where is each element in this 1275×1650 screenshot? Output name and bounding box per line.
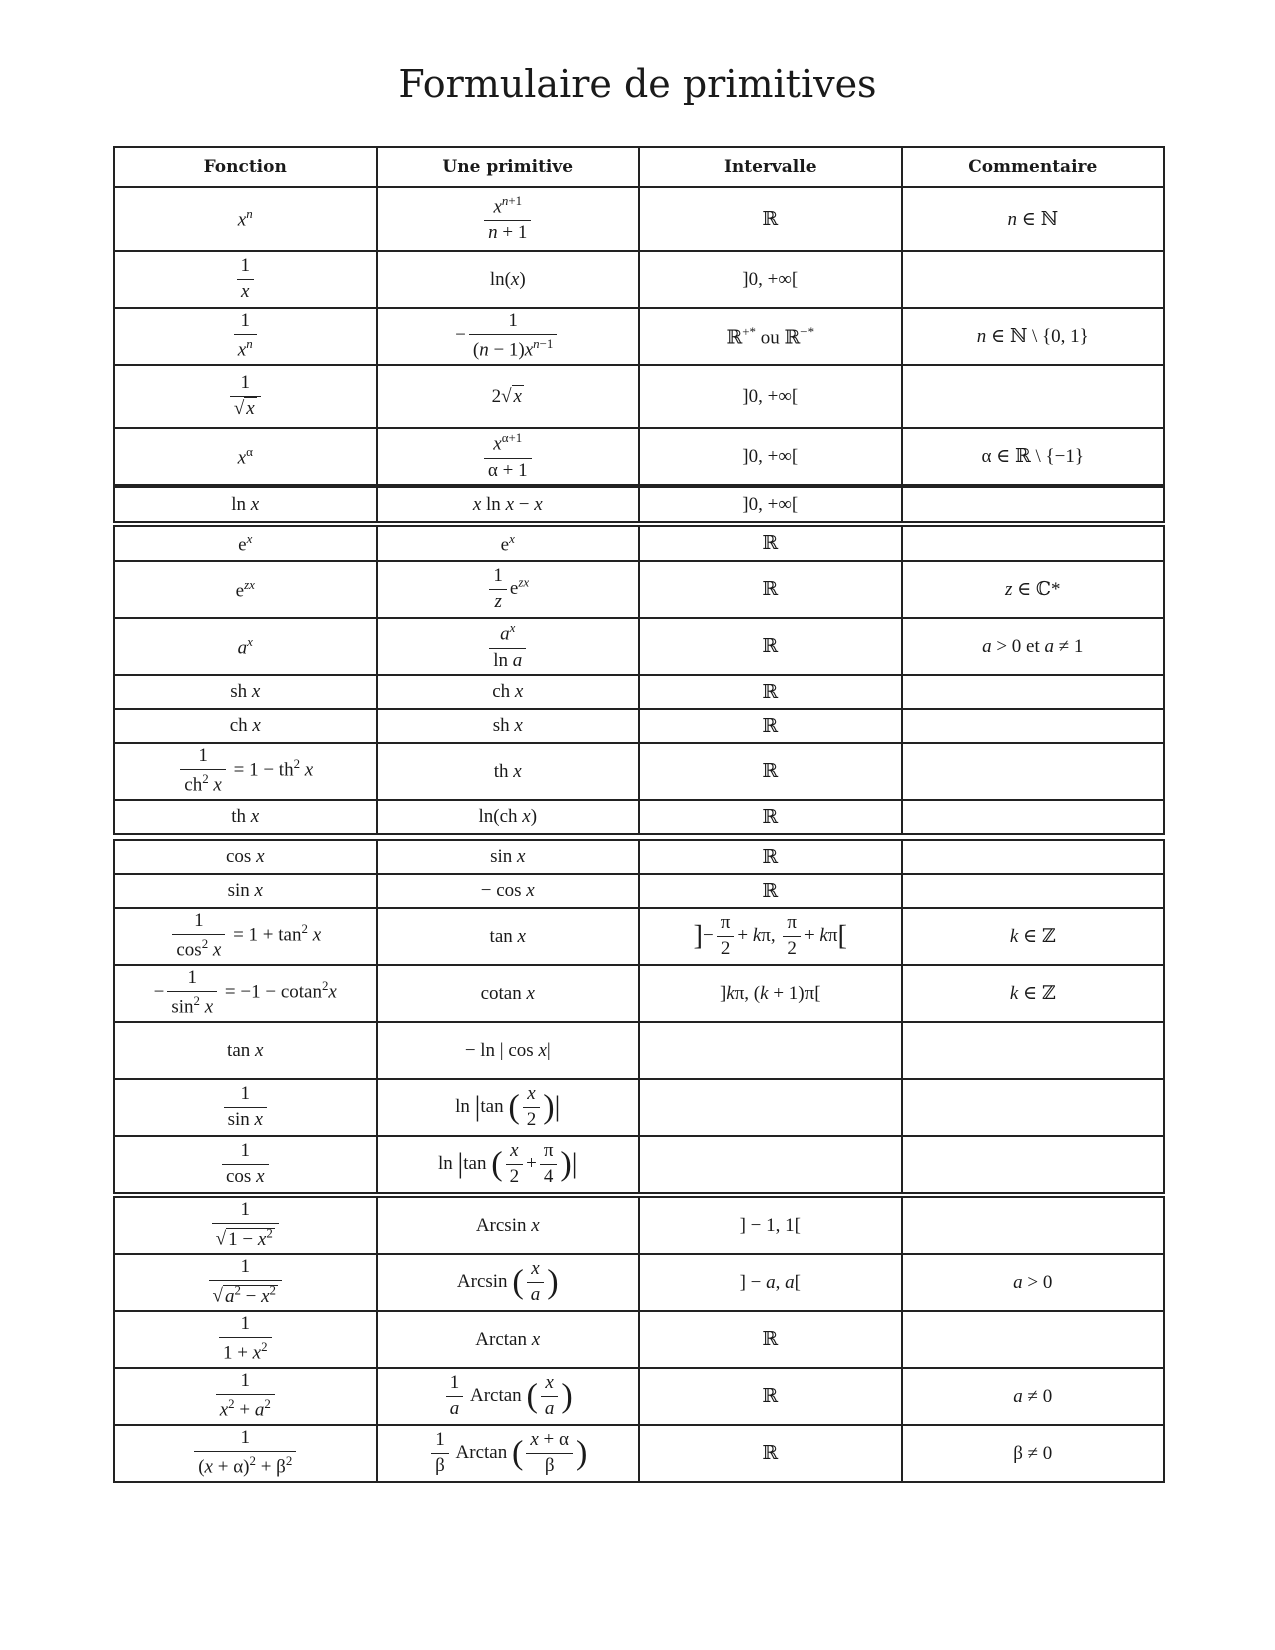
function-cell: sin x [114, 874, 377, 908]
interval-cell: ℝ [639, 1425, 902, 1482]
interval-cell: ℝ [639, 1311, 902, 1368]
primitive-cell: cotan x [377, 965, 640, 1022]
function-cell: $\frac{1}{√ x}$ [114, 365, 377, 428]
primitive-cell: $\frac{x^{\alpha+1}}{\alpha + 1}$ [377, 428, 640, 485]
primitive-cell: ln(ch x) [377, 800, 640, 834]
table-row [114, 1254, 1164, 1311]
comment-cell [902, 840, 1165, 874]
primitive-cell: − ln | cos x| [377, 1022, 640, 1079]
comment-cell [902, 526, 1165, 561]
interval-cell: ]kπ, (k + 1)π[ [639, 965, 902, 1022]
primitive-cell: th x [377, 743, 640, 800]
primitive-cell: Arcsin ( $\frac{x}{a}$ ) [377, 1254, 640, 1311]
function-cell: $e^{zx}$ [114, 561, 377, 618]
function-cell: $\frac{1}{x}$ [114, 251, 377, 308]
comment-cell [902, 709, 1165, 743]
interval-cell: ℝ [639, 800, 902, 834]
primitive-cell: $e^x$ [377, 526, 640, 561]
table-row [114, 308, 1164, 365]
primitive-cell: 2√ x [377, 365, 640, 428]
column-header: Une primitive [377, 147, 640, 187]
column-header: Fonction [114, 147, 377, 187]
comment-cell: n ∈ ℕ [902, 187, 1165, 251]
table-row [114, 428, 1164, 485]
interval-cell: ]0, +∞[ [639, 365, 902, 428]
interval-cell: ℝ [639, 526, 902, 561]
function-cell: $x^n$ [114, 187, 377, 251]
function-cell: cos x [114, 840, 377, 874]
comment-cell: k ∈ ℤ [902, 908, 1165, 965]
table-row [114, 251, 1164, 308]
function-cell: − $\frac{1}{\sin^2 x}$ = −1 − cotan$^2$x [114, 965, 377, 1022]
comment-cell [902, 800, 1165, 834]
function-cell: ln x [114, 487, 377, 522]
comment-cell [902, 1197, 1165, 1254]
interval-cell: ℝ+* ou ℝ−* [639, 308, 902, 365]
interval-cell: ℝ [639, 561, 902, 618]
interval-cell: ] − a, a[ [639, 1254, 902, 1311]
primitive-cell: − $\frac{1}{(n - 1)x^{n-1}}$ [377, 308, 640, 365]
primitive-cell: $\frac{1}{z}$ $e^{zx}$ [377, 561, 640, 618]
primitive-cell: sh x [377, 709, 640, 743]
comment-cell [902, 675, 1165, 709]
function-cell: tan x [114, 1022, 377, 1079]
table-row [114, 800, 1164, 834]
function-cell: $a^x$ [114, 618, 377, 675]
interval-cell: ]0, +∞[ [639, 251, 902, 308]
header-row [114, 147, 1164, 187]
table-row [114, 487, 1164, 522]
primitive-cell: Arcsin x [377, 1197, 640, 1254]
interval-cell: ]− $\frac{\pi}{2}$ + kπ, $\frac{\pi}{2}$ + kπ[ [639, 908, 902, 965]
table-row [114, 1311, 1164, 1368]
table-row [114, 743, 1164, 800]
function-cell: $\frac{1}{x^n}$ [114, 308, 377, 365]
function-cell: $\frac{1}{1 + x^2}$ [114, 1311, 377, 1368]
table-row [114, 874, 1164, 908]
comment-cell: a ≠ 0 [902, 1368, 1165, 1425]
table-row [114, 908, 1164, 965]
comment-cell [902, 1136, 1165, 1193]
table-row [114, 1197, 1164, 1254]
column-header: Intervalle [639, 147, 902, 187]
comment-cell [902, 365, 1165, 428]
function-cell: ch x [114, 709, 377, 743]
interval-cell: ]0, +∞[ [639, 487, 902, 522]
interval-cell: ℝ [639, 874, 902, 908]
interval-cell: ℝ [639, 187, 902, 251]
table-row [114, 1368, 1164, 1425]
primitive-cell: $\frac{1}{\beta}$ Arctan ( $\frac{x + \alpha}{\beta}$ ) [377, 1425, 640, 1482]
function-cell: $\frac{1}{√ 1 - x^2}$ [114, 1197, 377, 1254]
table-row [114, 365, 1164, 428]
table-row [114, 1022, 1164, 1079]
function-cell: th x [114, 800, 377, 834]
function-cell: $\frac{1}{\text{sin x}}$ [114, 1079, 377, 1136]
interval-cell: ]0, +∞[ [639, 428, 902, 485]
comment-cell [902, 251, 1165, 308]
comment-cell [902, 1311, 1165, 1368]
interval-cell: ℝ [639, 743, 902, 800]
function-cell: $\frac{1}{\cos^2 x}$ = $1 + \tan^2 x$ [114, 908, 377, 965]
primitive-cell: $\frac{a^x}{\text{ln a}}$ [377, 618, 640, 675]
interval-cell [639, 1136, 902, 1193]
primitive-cell: ln |tan ( $\frac{x}{2}$ + $\frac{\pi}{4}$ )| [377, 1136, 640, 1193]
primitive-cell: ln(x) [377, 251, 640, 308]
formula-table-block [113, 839, 1165, 1194]
table-row [114, 1425, 1164, 1482]
function-cell: $e^x$ [114, 526, 377, 561]
interval-cell: ℝ [639, 675, 902, 709]
table-row [114, 1136, 1164, 1193]
interval-cell [639, 1022, 902, 1079]
function-cell: $\frac{1}{√ a^2 - x^2}$ [114, 1254, 377, 1311]
interval-cell [639, 1079, 902, 1136]
comment-cell: z ∈ ℂ* [902, 561, 1165, 618]
interval-cell: ] − 1, 1[ [639, 1197, 902, 1254]
page-title: Formulaire de primitives [398, 62, 877, 106]
table-row [114, 709, 1164, 743]
column-header: Commentaire [902, 147, 1165, 187]
primitive-cell: tan x [377, 908, 640, 965]
table-row [114, 561, 1164, 618]
interval-cell: ℝ [639, 1368, 902, 1425]
table-row [114, 187, 1164, 251]
primitive-cell: Arctan x [377, 1311, 640, 1368]
table-row [114, 618, 1164, 675]
interval-cell: ℝ [639, 618, 902, 675]
comment-cell: k ∈ ℤ [902, 965, 1165, 1022]
primitive-cell: ch x [377, 675, 640, 709]
primitive-cell: x ln x − x [377, 487, 640, 522]
comment-cell: a > 0 [902, 1254, 1165, 1311]
table-row [114, 840, 1164, 874]
formula-table-block [113, 1196, 1165, 1483]
primitive-cell: $\frac{x^{n+1}}{n + 1}$ [377, 187, 640, 251]
function-cell: $\frac{1}{\text{cos x}}$ [114, 1136, 377, 1193]
interval-cell: ℝ [639, 709, 902, 743]
table-row [114, 1079, 1164, 1136]
primitive-cell: sin x [377, 840, 640, 874]
table-row [114, 526, 1164, 561]
formula-table-block [113, 525, 1165, 835]
comment-cell [902, 487, 1165, 522]
comment-cell: a > 0 et a ≠ 1 [902, 618, 1165, 675]
function-cell: $x^\alpha$ [114, 428, 377, 485]
comment-cell [902, 1079, 1165, 1136]
table-row [114, 675, 1164, 709]
interval-cell: ℝ [639, 840, 902, 874]
comment-cell [902, 874, 1165, 908]
formula-table-block [113, 486, 1165, 523]
function-cell: $\frac{1}{(x + \alpha)^2 + \beta^2}$ [114, 1425, 377, 1482]
function-cell: sh x [114, 675, 377, 709]
comment-cell: n ∈ ℕ \ {0, 1} [902, 308, 1165, 365]
function-cell: $\frac{1}{ch^2 x}$ = $1 - th^2$ x [114, 743, 377, 800]
formula-table-block [113, 146, 1165, 486]
comment-cell [902, 743, 1165, 800]
comment-cell: α ∈ ℝ \ {−1} [902, 428, 1165, 485]
comment-cell: β ≠ 0 [902, 1425, 1165, 1482]
primitive-cell: ln |tan ( $\frac{x}{2}$ )| [377, 1079, 640, 1136]
primitive-cell: − cos x [377, 874, 640, 908]
primitive-cell: $\frac{1}{a}$ Arctan ( $\frac{x}{a}$ ) [377, 1368, 640, 1425]
table-row [114, 965, 1164, 1022]
function-cell: $\frac{1}{x^2 + a^2}$ [114, 1368, 377, 1425]
comment-cell [902, 1022, 1165, 1079]
